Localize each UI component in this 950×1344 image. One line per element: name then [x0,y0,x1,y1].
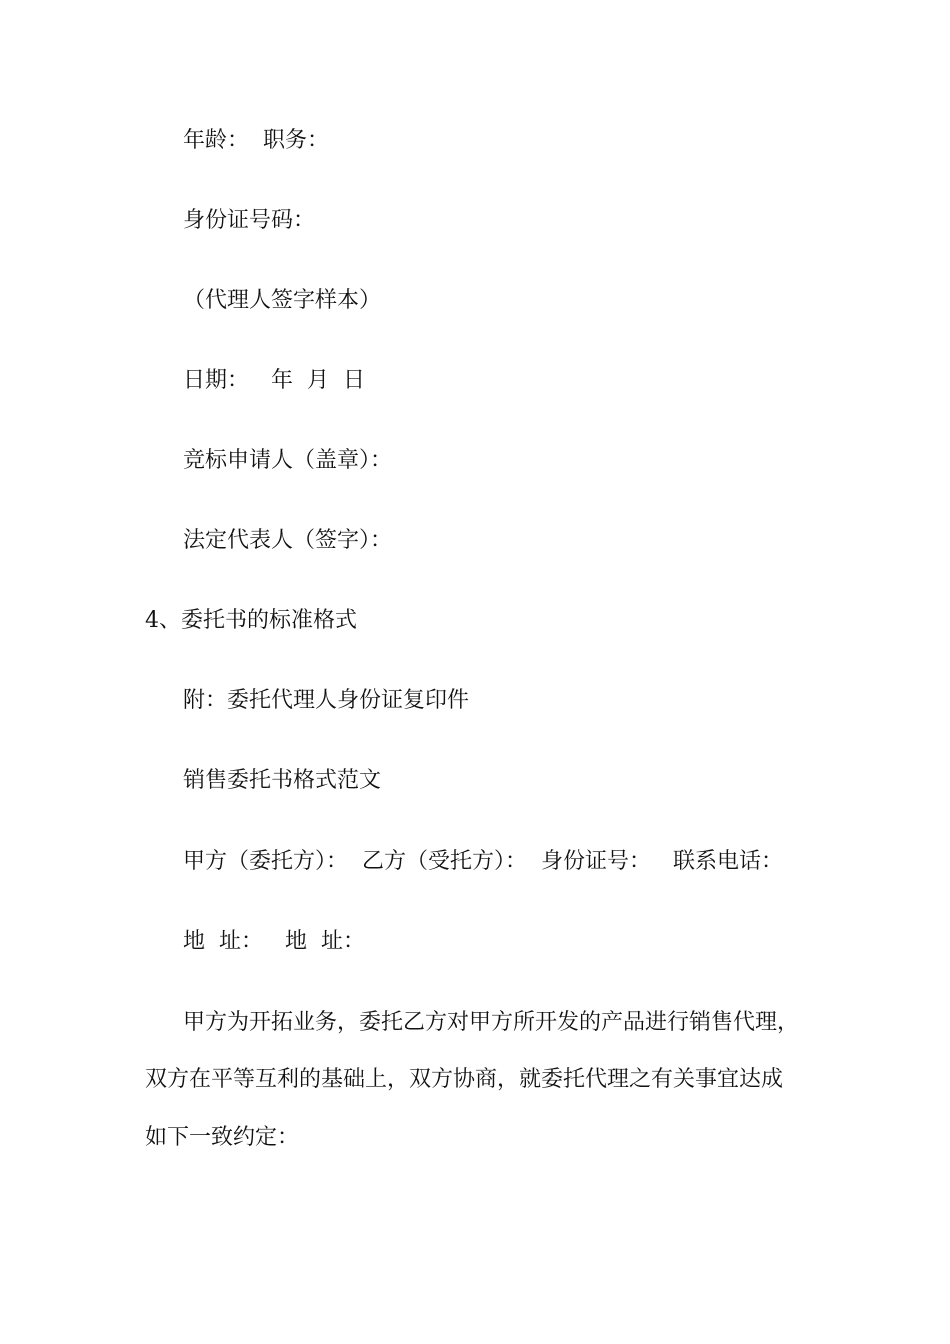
address-line [183,927,365,957]
agent-signature-sample-line: （代理人签字样本） [183,288,382,313]
attachment-line: 附：委托代理人身份证复印件 [183,688,470,713]
parties-line [183,847,783,877]
age-position-line [183,126,329,156]
day-label: 日 [343,368,366,393]
section-4-heading: 4、委托书的标准格式 [145,608,357,633]
bidder-seal-line: 竞标申请人（盖章）： [183,448,393,473]
paragraph-line-2: 双方在平等互利的基础上，双方协商，就委托代理之有关事宜达成 [145,1067,784,1092]
date-label: 日期： [183,368,250,393]
id-number-line: 身份证号码： [183,208,316,233]
contact-phone-label: 联系电话： [673,849,784,874]
party-a-label: 甲方（委托方）： [183,849,349,874]
month-label: 月 [307,368,330,393]
paragraph-line-3: 如下一致约定： [145,1125,300,1150]
party-b-label: 乙方（受托方）： [362,849,528,874]
year-label: 年 [271,368,294,393]
address-label-2: 地 址： [285,929,365,954]
id-label: 身份证号： [541,849,652,874]
date-line [183,366,365,396]
position-label: 职务： [263,128,330,153]
legal-rep-signature-line: 法定代表人（签字）： [183,528,393,553]
age-label: 年龄： [183,128,250,153]
address-label-1: 地 址： [183,929,263,954]
paragraph-line-1: 甲方为开拓业务，委托乙方对甲方所开发的产品进行销售代理， [183,1010,800,1035]
sample-title: 销售委托书格式范文 [183,768,382,793]
